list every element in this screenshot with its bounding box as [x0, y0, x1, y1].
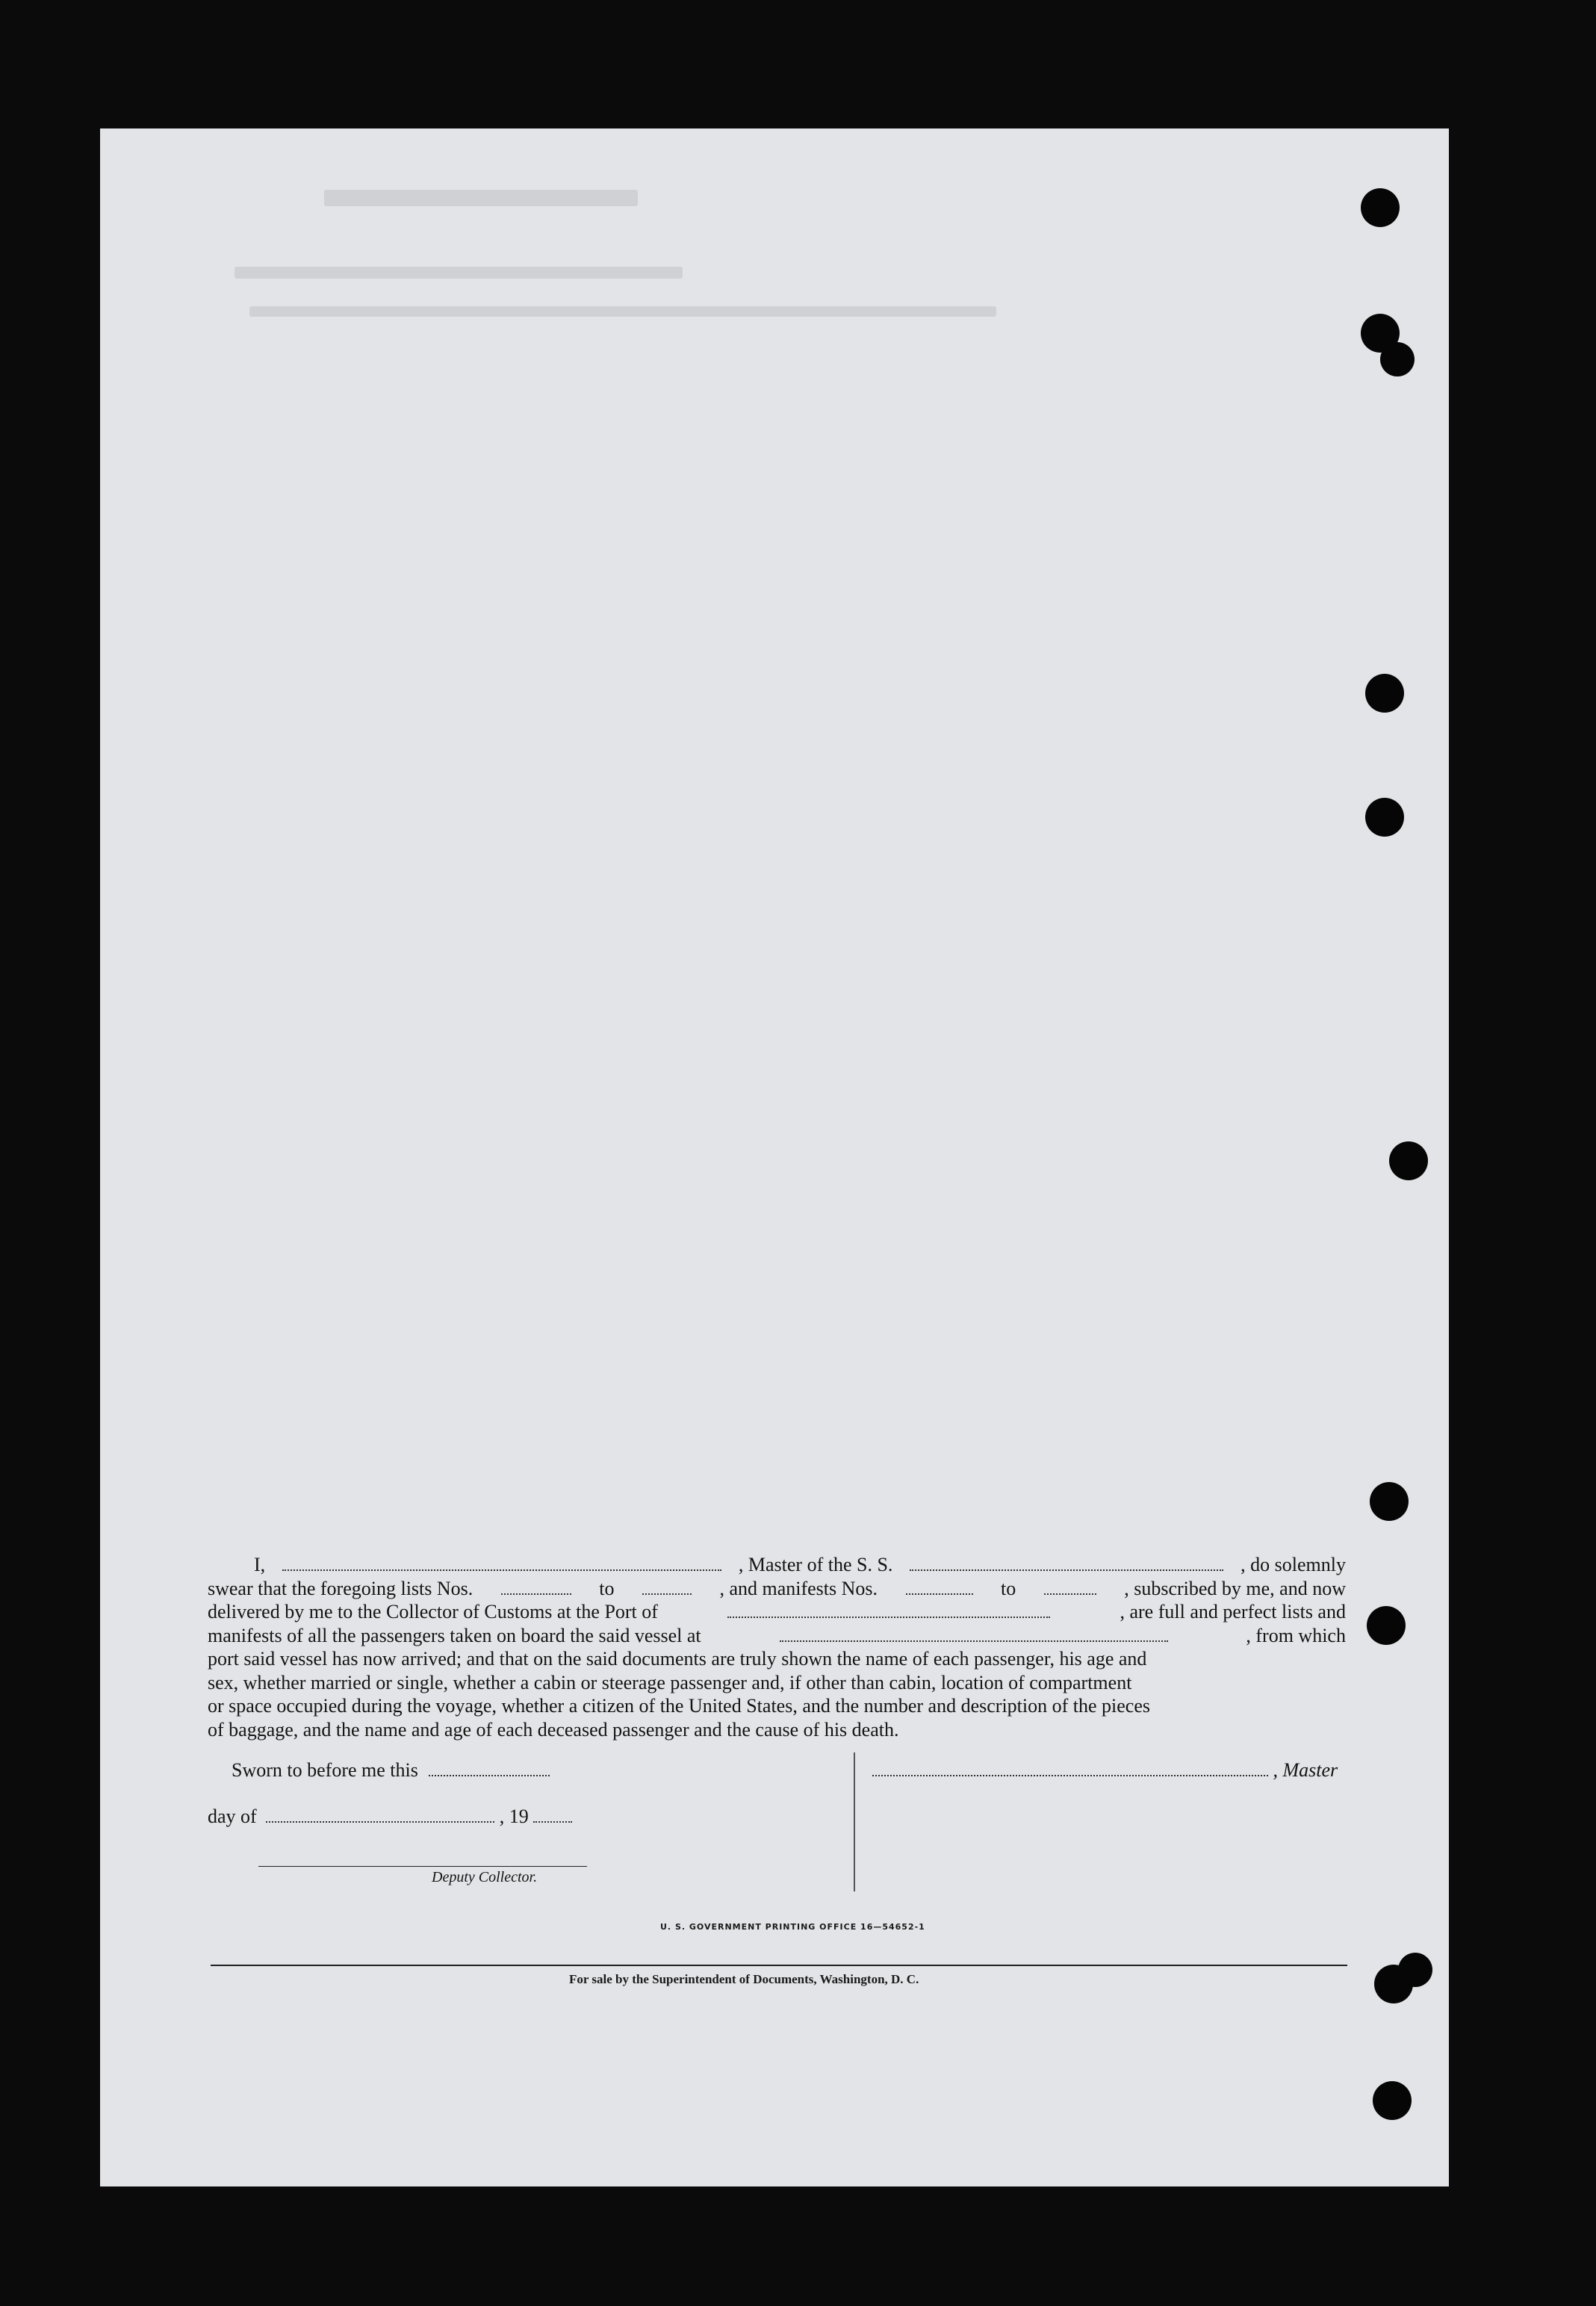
punch-hole: [1398, 1953, 1432, 1987]
oath-line: sex, whether married or single, whether a cabin or steerage passenger and, if other than cabin, location of compartment: [208, 1671, 1132, 1693]
punch-hole: [1373, 2081, 1412, 2120]
master-label: , Master: [1273, 1759, 1338, 1781]
punch-hole: [1370, 1482, 1409, 1521]
master-oath-paragraph: [208, 1553, 1346, 1741]
punch-hole: [1365, 674, 1404, 713]
document-page: [100, 128, 1449, 2186]
oath-text: to: [599, 1577, 615, 1599]
manifest-to-blank: [1044, 1577, 1096, 1595]
oath-line: [208, 1600, 1346, 1624]
master-name-blank: [282, 1553, 721, 1571]
oath-text: delivered by me to the Collector of Customs at the Port of: [208, 1601, 658, 1622]
master-signature-blank: [872, 1758, 1268, 1776]
oath-line: or space occupied during the voyage, whether a citizen of the United States, and the number and description of the pieces: [208, 1695, 1151, 1717]
month-blank: [266, 1805, 494, 1823]
day-of-line: [208, 1805, 572, 1828]
bleed-through-line: [235, 267, 683, 279]
year-blank: [533, 1805, 572, 1823]
punch-hole: [1365, 798, 1404, 837]
port-blank: [727, 1600, 1050, 1618]
sale-notice: For sale by the Superintendent of Documents, Washington, D. C.: [569, 1972, 919, 1986]
oath-line: [208, 1624, 1346, 1648]
sworn-date-blank: [429, 1758, 550, 1776]
oath-line: [208, 1577, 1346, 1601]
oath-text: swear that the foregoing lists Nos.: [208, 1577, 473, 1599]
sworn-text: Sworn to before me this: [232, 1759, 418, 1781]
printing-office-imprint: U. S. GOVERNMENT PRINTING OFFICE 16—54652-1: [660, 1922, 925, 1932]
oath-text: , and manifests Nos.: [719, 1577, 878, 1599]
manifest-from-blank: [906, 1577, 973, 1595]
bleed-through-line: [249, 306, 996, 317]
list-from-blank: [501, 1577, 571, 1595]
oath-line: of baggage, and the name and age of each deceased passenger and the cause of his death.: [208, 1718, 899, 1741]
bleed-through-heading: [324, 190, 638, 206]
punch-hole: [1367, 1606, 1406, 1645]
year-prefix: , 19: [499, 1806, 529, 1827]
oath-text: , from which: [1246, 1624, 1346, 1646]
oath-text: , subscribed by me, and now: [1124, 1577, 1346, 1599]
ship-name-blank: [910, 1553, 1223, 1571]
oath-line: port said vessel has now arrived; and that on the said documents are truly shown the name of each passenger, his age and: [208, 1648, 1147, 1670]
punch-hole: [1361, 188, 1400, 227]
deputy-collector-label: Deputy Collector.: [432, 1869, 538, 1885]
sworn-line: [232, 1758, 550, 1782]
oath-text: , are full and perfect lists and: [1120, 1601, 1346, 1622]
oath-text: I,: [254, 1554, 266, 1575]
oath-text: , Master of the S. S.: [738, 1554, 893, 1575]
footer-rule: [211, 1965, 1347, 1966]
day-of-text: day of: [208, 1806, 257, 1827]
punch-hole: [1389, 1141, 1428, 1180]
pencil-mark: [854, 1752, 855, 1891]
oath-text: manifests of all the passengers taken on board the said vessel at: [208, 1624, 701, 1646]
master-signature-line: [872, 1758, 1338, 1782]
list-to-blank: [642, 1577, 692, 1595]
departure-port-blank: [780, 1624, 1168, 1642]
oath-text: to: [1001, 1577, 1016, 1599]
oath-line: [208, 1553, 1346, 1577]
deputy-signature-line: [258, 1866, 587, 1867]
punch-hole: [1380, 342, 1415, 376]
oath-text: , do solemnly: [1241, 1554, 1346, 1575]
